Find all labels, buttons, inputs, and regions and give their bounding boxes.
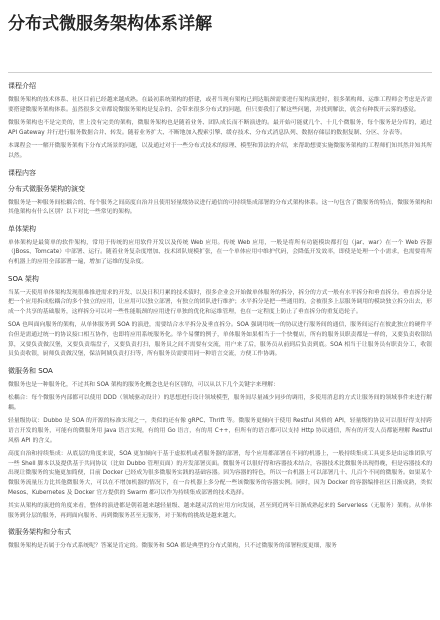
body-paragraph: 轻量级协议：Dubbo 是 SOA 的开源的标准实现之一，类似的还有像 gRPC、Thrift 等。微服务更倾向于使用 Restful 风格的 API，轻量级的协议可以很好得支持跨语言开发的服务，可能有的微服务用 Java 语言实现，有的用 Go 语言，有的用 C++，但所有的语言都可以支持 Http 协议通信，所有的开发人员都能理解 Restful 风格 API 的含义。 [8, 418, 432, 444]
body-paragraph: 高度自治和持续集成：从底层的角度来说，SOA 更加倾向于基于虚拟机或者服务器的部署，每个应用都部署在不同的机器上，一般持续集成工具更多是由运维团队写一些 Shell 脚本以及提供基于共同协议（比如 Dubbo 管理页面）的开发部署页面。微服务可以很好得和容器技术结合，容器技术比微服务出现得晚，但是容器技术的出现让微服务的实施更加简便，目前 Docker 已经成为很多微服务实践的基础容器。因为容器的特色，所以一台机器上可以部署几十、几百个不同的微服务。如果某个微服务流量压力比其他微服务大，可以在不增加机器的情况下，在一台机器上多分配一些该微服务的容器实例。同时，因为 Docker 的容器编排社区日渐成熟，类似 Mesos、Kubernetes 及 Docker 官方提供的 Swarm 都可以作为持续集成部署的技术选择。 [8, 451, 432, 496]
section-heading: SOA 架构 [8, 274, 39, 283]
title-divider [8, 72, 432, 73]
document-title: 分布式微服务架构体系详解 [8, 14, 212, 34]
body-paragraph: 微服务是一种服务间松耦合的、每个服务之间高度自治并且使用轻量级协议进行通信的可持续集成部署的分布式架构体系。这一句包含了微服务的特点，微服务架构和其他架构有什么区别？以下对比一些常见的架构。 [8, 199, 432, 216]
body-paragraph: 微服务架构是否属于分布式系统呢？答案是肯定的。微服务和 SOA 都是典型的分布式架构，只不过微服务的部署粒度更细，服务 [8, 543, 337, 550]
body-paragraph: 本课程会一一解开微服务架构下分布式场景的问题，以及通过对于一些分布式技术的原理、模型和算法的介绍，来帮助想要实施微服务架构的工程师们知其然并知其所以然。 [8, 143, 432, 159]
document-body [8, 81, 432, 552]
section-heading: 课程内容 [8, 168, 36, 177]
body-paragraph: 微服务架构的技术体系、社区目前已经越来越成熟。在最初系统架构的搭建，或者当现有架构已到达瓶颈需要进行架构演进时，很多架构师、运维工程师会考虑是否需要搭建微服务架构体系。虽然很多文章都说微服务架构是复杂的、会带来很多分布式的问题，但只要我们了解这些问题，并找到解法，就会有种拨开云雾的感觉。 [8, 97, 432, 113]
body-paragraph: 其实从架构的演进的角度来看，整体的演进都是朝着越来越轻量级、越来越灵活的应用方向发展，甚至到近两年日渐成熟起来的 Serverless（无服务）架构。从单体服务到分层的服务，再到面向服务、再到微服务甚至无服务，对于架构的挑战是越来越大。 [8, 503, 432, 519]
body-paragraph: 当某一天使用单体架构发现很难推进需求的开发、以及日积月累的技术债时，很多企业会开始做单体服务的拆分，拆分的方式一般有水平拆分和垂直拆分。垂直拆分是把一个应用拆成松耦合的多个独立的应用，让应用可以独立部署，有独立的团队进行维护；水平拆分是把一些通用的，会被很多上层服务调用的模块独立拆分出去，形成一个共享的基础服务，这样拆分可以对一些性能瓶颈的应用进行单独的优化和运维管理，也在一定程度上防止了垂直拆分的重复造轮子。 [8, 289, 432, 315]
body-paragraph: SOA 也叫面向服务的架构，从单体服务到 SOA 的演进，需要结合水平拆分及垂直拆分。SOA 强调用统一的协议进行服务间的通信，服务间运行在彼此独立的硬件平台但是需通过统一的协议接口相互协作，也即将应用系统服务化。举个易懂的例子，单体服务如果相当于一个快餐店，所有的服务员职责都是一样的，又要负责收银结算，又要负责做汉堡，又要负责端盘子，又要负责打扫，服务员之间不需要有交流，用户来了后，服务员从前到后负责到底。SOA 相当于让服务员有职责分工，收银员负责收银，厨师负责做汉堡，保洁阿姨负责打扫等，所有服务员需要用同一种语言交流，方便工作协调。 [8, 322, 432, 358]
body-paragraph: 微服务也是一种服务化，不过其和 SOA 架构的服务化概念也是有区别的，可以从以下几个关键字来理解： [8, 381, 279, 388]
section-heading: 分布式微服务架构的演变 [8, 184, 85, 193]
section-heading: 课程介绍 [8, 82, 36, 90]
section-heading: 单体架构 [8, 224, 36, 233]
body-paragraph: 单体架构是最简单的软件架构，常用于传统的应用软件开发以及传统 Web 应用。传统 Web 应用，一般是将所有功能模块都打包（jar、war）在一个 Web 容器（JBoss、Tomcate）中部署、运行。随着业务复杂度增加、技术团队规模扩张，在一个单体应用中维护代码，会降低开发效率，即使是处理一个小需求，也需要将所有机器上的应用全部部署一遍，增加了运维的复杂度。 [8, 239, 432, 265]
section-heading: 微服务架构和分布式 [8, 528, 71, 537]
body-paragraph: 微服务架构也不是完美的，世上没有完美的架构，微服务架构也是随着业务、团队成长而不断演进的。最开始可能就几个、十几个微服务，每个服务是分库的，通过 API Gateway 并行进行服务数据合并、转发。随着业务扩大、不断地加入搜索引擎、缓存技术、分布式消息队列、数据存储层的数据复制、分区、分表等。 [8, 120, 432, 136]
body-paragraph: 松耦合：每个微服务内部都可以使用 DDD（领域驱动设计）的思想进行设计领域模型，服务间尽量减少同步的调用，多使用消息的方式让服务间的领域事件来进行解耦。 [8, 395, 432, 411]
section-heading: 微服务和 SOA [8, 366, 53, 375]
